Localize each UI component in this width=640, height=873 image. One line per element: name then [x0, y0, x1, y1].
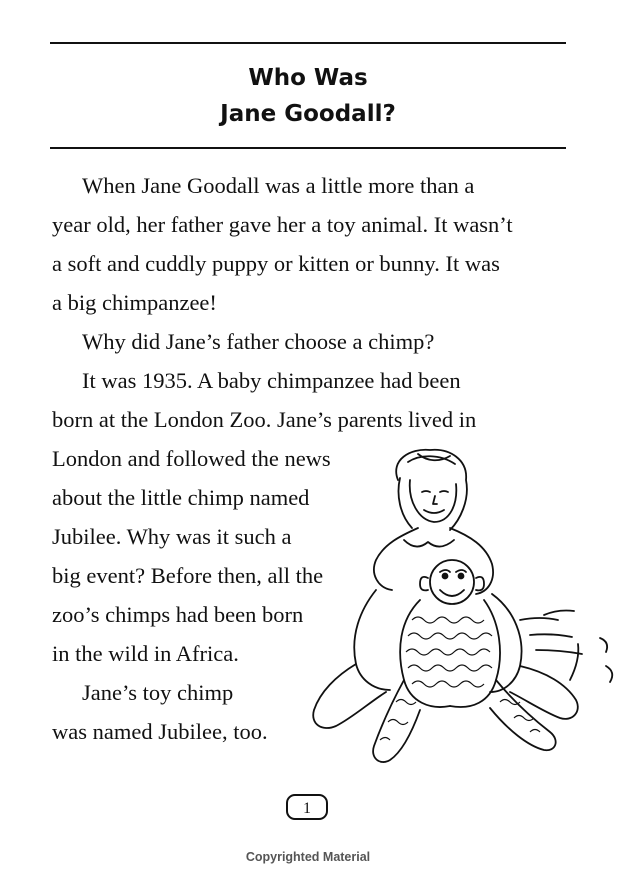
body-line: Jubilee. Why was it such a	[52, 524, 292, 549]
bottom-rule	[50, 147, 566, 149]
body-line: a big chimpanzee!	[52, 290, 217, 315]
body-line: London and followed the news	[52, 446, 331, 471]
body-line: Why did Jane’s father choose a chimp?	[82, 329, 435, 354]
chapter-title	[0, 60, 616, 132]
body-line: about the little chimp named	[52, 485, 310, 510]
body-line: year old, her father gave her a toy animal. It wasn’t	[52, 212, 513, 237]
page-number: 1	[286, 794, 328, 820]
chapter-title-line-1: Who Was	[248, 65, 368, 91]
body-line: Jane’s toy chimp	[82, 680, 234, 705]
body-line: zoo’s chimps had been born	[52, 602, 304, 627]
body-line: was named Jubilee, too.	[52, 719, 268, 744]
body-line: in the wild in Africa.	[52, 641, 239, 666]
body-line: When Jane Goodall was a little more than a	[82, 173, 475, 198]
body-line: big event? Before then, all the	[52, 563, 324, 588]
copyright-footer: Copyrighted Material	[245, 850, 371, 864]
body-line: born at the London Zoo. Jane’s parents lived in	[52, 407, 477, 432]
body-line: a soft and cuddly puppy or kitten or bunny. It was	[52, 251, 500, 276]
chapter-title-line-2: Jane Goodall?	[220, 101, 396, 127]
top-rule	[50, 42, 566, 44]
girl-with-toy-chimp-illustration	[300, 440, 640, 790]
body-line: It was 1935. A baby chimpanzee had been	[82, 368, 461, 393]
